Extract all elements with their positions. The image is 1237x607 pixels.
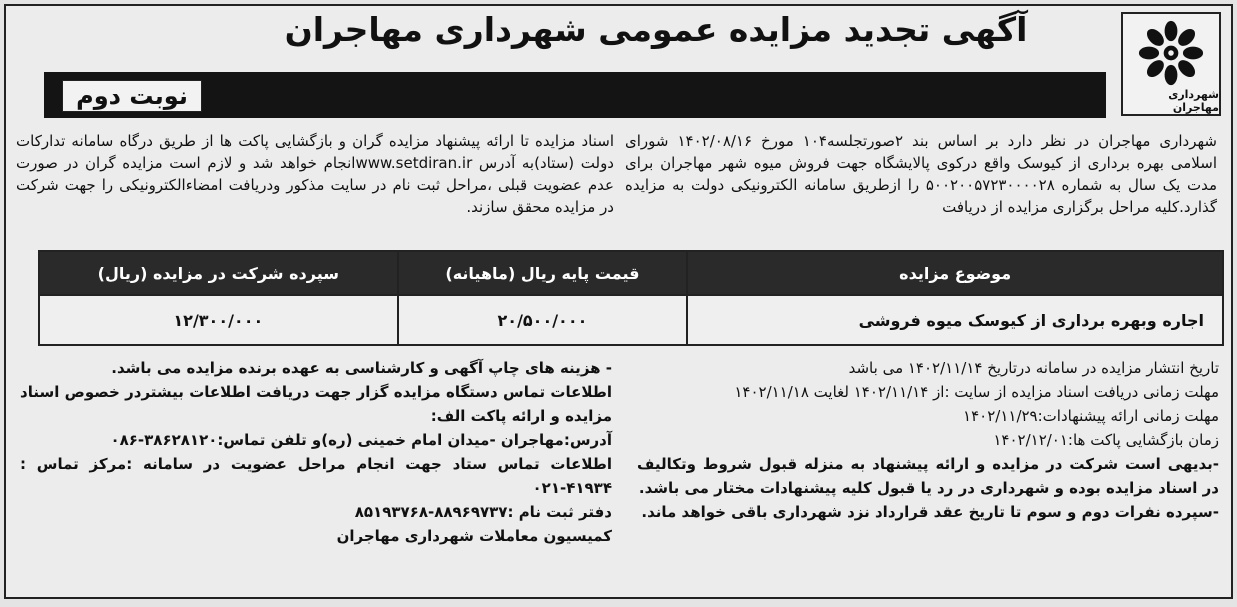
table-row: [39, 295, 1223, 345]
contact-column: [20, 356, 612, 548]
setad-contact-line: اطلاعات تماس ستاد جهت انجام مراحل عضویت در سامانه :مرکز تماس : ۴۱۹۳۴-۰۲۱: [20, 455, 612, 497]
intro-paragraph-left: اسناد مزایده تا ارائه پیشنهاد مزایده گران و بازگشایی پاکت ها از طریق درگاه سامانه تدارکات دولت (ستاد)به آدرس www.setdiran.irانجام خواهد شد و لازم است مزایده گران در صورت عدم عضویت قبلی ،مراحل ثبت نام در سایت مذکور ودریافت امضاءالکترونیکی را جهت شرکت در مزایده محقق سازند.: [16, 132, 614, 216]
bar-stripe: [46, 80, 54, 112]
intro-paragraph-right: شهرداری مهاجران در نظر دارد بر اساس بند ۲صورتجلسه۱۰۴ مورخ ۱۴۰۲/۰۸/۱۶ شورای اسلامی بهره برداری از کیوسک واقع درکوی پالایشگاه جهت فروش میوه شهر مهاجران برای مدت یک سال به شماره ۵۰۰۲۰۰۵۷۲۳۰۰۰۰۲۸ را ازطریق سامانه الکترونیکی دولت به مزایده گذارد.کلیه مراحل برگزاری مزایده از دریافت: [625, 132, 1217, 216]
municipality-logo: [1121, 12, 1221, 116]
auction-table: [38, 250, 1224, 346]
publish-date-line: تاریخ انتشار مزایده در سامانه درتاریخ ۱۴۰۲/۱۱/۱۴ می باشد: [848, 359, 1219, 377]
document-deadline-line: مهلت زمانی دریافت اسناد مزایده از سایت :از ۱۴۰۲/۱۱/۱۴ لغایت ۱۴۰۲/۱۱/۱۸: [734, 383, 1219, 401]
cell-base-price: ۲۰/۵۰۰/۰۰۰: [398, 295, 688, 345]
flower-emblem-icon: [1132, 20, 1210, 86]
registration-office-line: دفتر ثبت نام :۸۸۹۶۹۷۳۷-۸۵۱۹۳۷۶۸: [354, 503, 612, 521]
commission-signature: کمیسیون معاملات شهرداری مهاجران: [336, 527, 612, 545]
logo-caption: شهرداری مهاجران: [1168, 88, 1219, 114]
round-badge: نوبت دوم: [62, 80, 202, 112]
cell-deposit: ۱۲/۳۰۰/۰۰۰: [39, 295, 398, 345]
opening-date-line: زمان بازگشایی پاکت ها:۱۴۰۲/۱۲/۰۱: [993, 431, 1219, 449]
table-header-row: [39, 251, 1223, 295]
page-title: آگهی تجدید مزایده عمومی شهرداری مهاجران: [284, 10, 1028, 49]
header-base-price: قیمت پایه ریال (ماهیانه): [398, 251, 688, 295]
header-subject: موضوع مزایده: [687, 251, 1223, 295]
cost-note: - هزینه های چاپ آگهی و کارشناسی به عهده برنده مزایده می باشد.: [111, 359, 612, 377]
deposit-note: -سپرده نفرات دوم و سوم تا تاریخ عقد قرارداد نزد شهرداری باقی خواهد ماند.: [641, 503, 1219, 521]
dates-column: [637, 356, 1219, 524]
contact-info-intro: اطلاعات تماس دستگاه مزایده گزار جهت دریافت اطلاعات بیشتردر خصوص اسناد مزایده و ارائه پاکت الف:: [20, 383, 612, 425]
proposal-deadline-line: مهلت زمانی ارائه پیشنهادات:۱۴۰۲/۱۱/۲۹: [963, 407, 1219, 425]
cell-subject: اجاره وبهره برداری از کیوسک میوه فروشی: [687, 295, 1223, 345]
terms-note: -بدیهی است شرکت در مزایده و ارائه پیشنهاد به منزله قبول شروط وتکالیف در اسناد مزایده بوده و شهرداری در رد یا قبول کلیه پیشنهادات مختار می باشد.: [637, 455, 1219, 497]
address-line: آدرس:مهاجران -میدان امام خمینی (ره)و تلفن تماس:۳۸۶۲۸۱۲۰-۰۸۶: [110, 431, 612, 449]
title-bar: [44, 72, 1106, 118]
header-deposit: سپرده شرکت در مزایده (ریال): [39, 251, 398, 295]
advertisement-page: [4, 4, 1233, 599]
